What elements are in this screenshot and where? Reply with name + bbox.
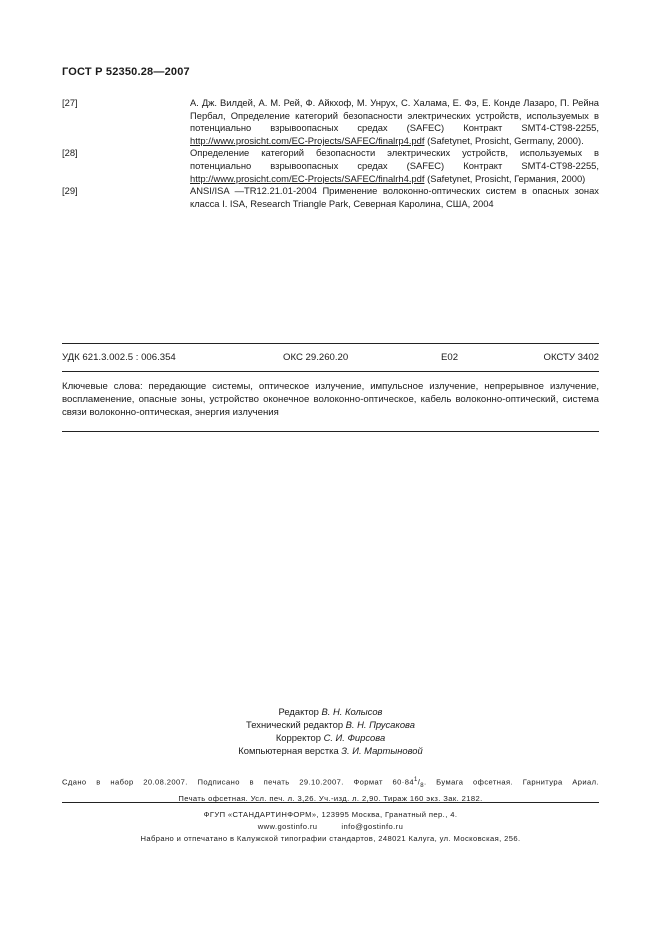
credit-name: В. Н. Колысов <box>321 706 383 717</box>
credit-name: З. И. Мартыновой <box>341 745 423 756</box>
credit-name: В. Н. Прусакова <box>345 719 415 730</box>
credit-role: Редактор <box>278 706 319 717</box>
format-fraction-numerator: 1 <box>413 777 418 783</box>
format-fraction-denominator: 8 <box>420 783 424 790</box>
category-code: Е02 <box>441 352 459 363</box>
reference-text-part: А. Дж. Вилдей, А. М. Рей, Ф. Айкхоф, М. Унрух, С. Халама, Е. Фэ, Е. Конде Лазаро, П. Рейна Пербал, Определение категорий безопасности электрических устройств, используемых в потенциально взрывоопасных средах (SAFEC) Контракт SMT4-CT98-2255, <box>190 97 599 134</box>
divider-footer <box>62 802 599 803</box>
credit-corrector <box>62 731 599 744</box>
reference-text-part: Определение категорий безопасности электрических устройств, используемых в потенциально взрывоопасных средах (SAFEC) Контракт SMT4-CT98-2255, <box>190 147 599 171</box>
reference-text <box>190 97 599 147</box>
publisher-contacts <box>62 821 599 833</box>
oks-code: ОКС 29.260.20 <box>283 352 349 363</box>
reference-number: [28] <box>62 147 78 159</box>
reference-text <box>190 185 599 210</box>
print-info-line-1: Сдано в набор 20.08.2007. Подписано в печать 29.10.2007. Формат $60\cdot 84^1/_8$. Бумага офсетная. Гарнитура Ариал. <box>62 777 599 790</box>
publisher-address: ФГУП «СТАНДАРТИНФОРМ», 123995 Москва, Гранатный пер., 4. <box>203 810 458 819</box>
reference-link[interactable]: http://www.prosicht.com/EC-Projects/SAFEC/finalrh4.pdf <box>190 172 425 184</box>
reference-text-part: ANSI/ISA —TR12.21.01-2004 Применение волоконно-оптических систем в опасных зонах класса I. ISA, Research Triangle Park, Северная Каролина, США, 2004 <box>190 185 599 209</box>
reference-link[interactable]: http://www.prosicht.com/EC-Projects/SAFEC/finalrp4.pdf <box>190 134 425 146</box>
reference-text-part: (Safetynet, Prosicht, Германия, 2000) <box>424 172 586 184</box>
printing-house: Набрано и отпечатано в Калужской типографии стандартов, 248021 Калуга, ул. Московская, 256. <box>140 834 521 843</box>
credit-role: Компьютерная верстка <box>238 745 339 756</box>
reference-item-27 <box>62 97 599 147</box>
credit-tech-editor <box>62 718 599 731</box>
print-info-text: Сдано в набор 20.08.2007. Подписано в печать 29.10.2007. Формат 60·84 <box>62 777 414 787</box>
okstu-code: ОКСТУ 3402 <box>543 352 599 363</box>
divider-middle <box>62 371 599 372</box>
divider-bottom <box>62 431 599 432</box>
udk-code: УДК 621.3.002.5 : 006.354 <box>62 352 176 363</box>
references-list <box>62 97 599 210</box>
credit-layout <box>62 744 599 757</box>
page-header-title: ГОСТ Р 52350.28—2007 <box>62 66 190 78</box>
print-info-text: . Бумага офсетная. Гарнитура Ариал. <box>423 777 599 787</box>
divider-top <box>62 343 599 344</box>
reference-text <box>190 147 599 185</box>
classification-row <box>62 352 599 366</box>
credit-editor <box>62 705 599 718</box>
keywords-text: Ключевые слова: передающие системы, оптическое излучение, импульсное излучение, непрерывное излучение, воспламенение, опасные зоны, устройство оконечное волоконно-оптическое, кабель волоконно-оптический, система связи волоконно-оптическая, энергия излучения <box>62 381 599 418</box>
print-info-line-2: Печать офсетная. Усл. печ. л. 3,26. Уч.-изд. л. 2,90. Тираж 160 экз. Зак. 2182. <box>178 793 483 803</box>
credit-role: Технический редактор <box>246 719 344 730</box>
credit-name: С. И. Фирсова <box>323 732 386 743</box>
reference-number: [29] <box>62 185 78 197</box>
reference-number: [27] <box>62 97 78 108</box>
publisher-email[interactable]: info@gostinfo.ru <box>341 822 404 831</box>
credits-block <box>62 705 599 757</box>
publisher-info <box>62 809 599 845</box>
publisher-website[interactable]: www.gostinfo.ru <box>257 822 318 831</box>
reference-item-28 <box>62 147 599 185</box>
reference-text-part: (Safetynet, Prosicht, Germany, 2000). <box>424 134 584 146</box>
reference-item-29 <box>62 185 599 210</box>
print-info <box>62 775 599 804</box>
credit-role: Корректор <box>275 732 321 743</box>
